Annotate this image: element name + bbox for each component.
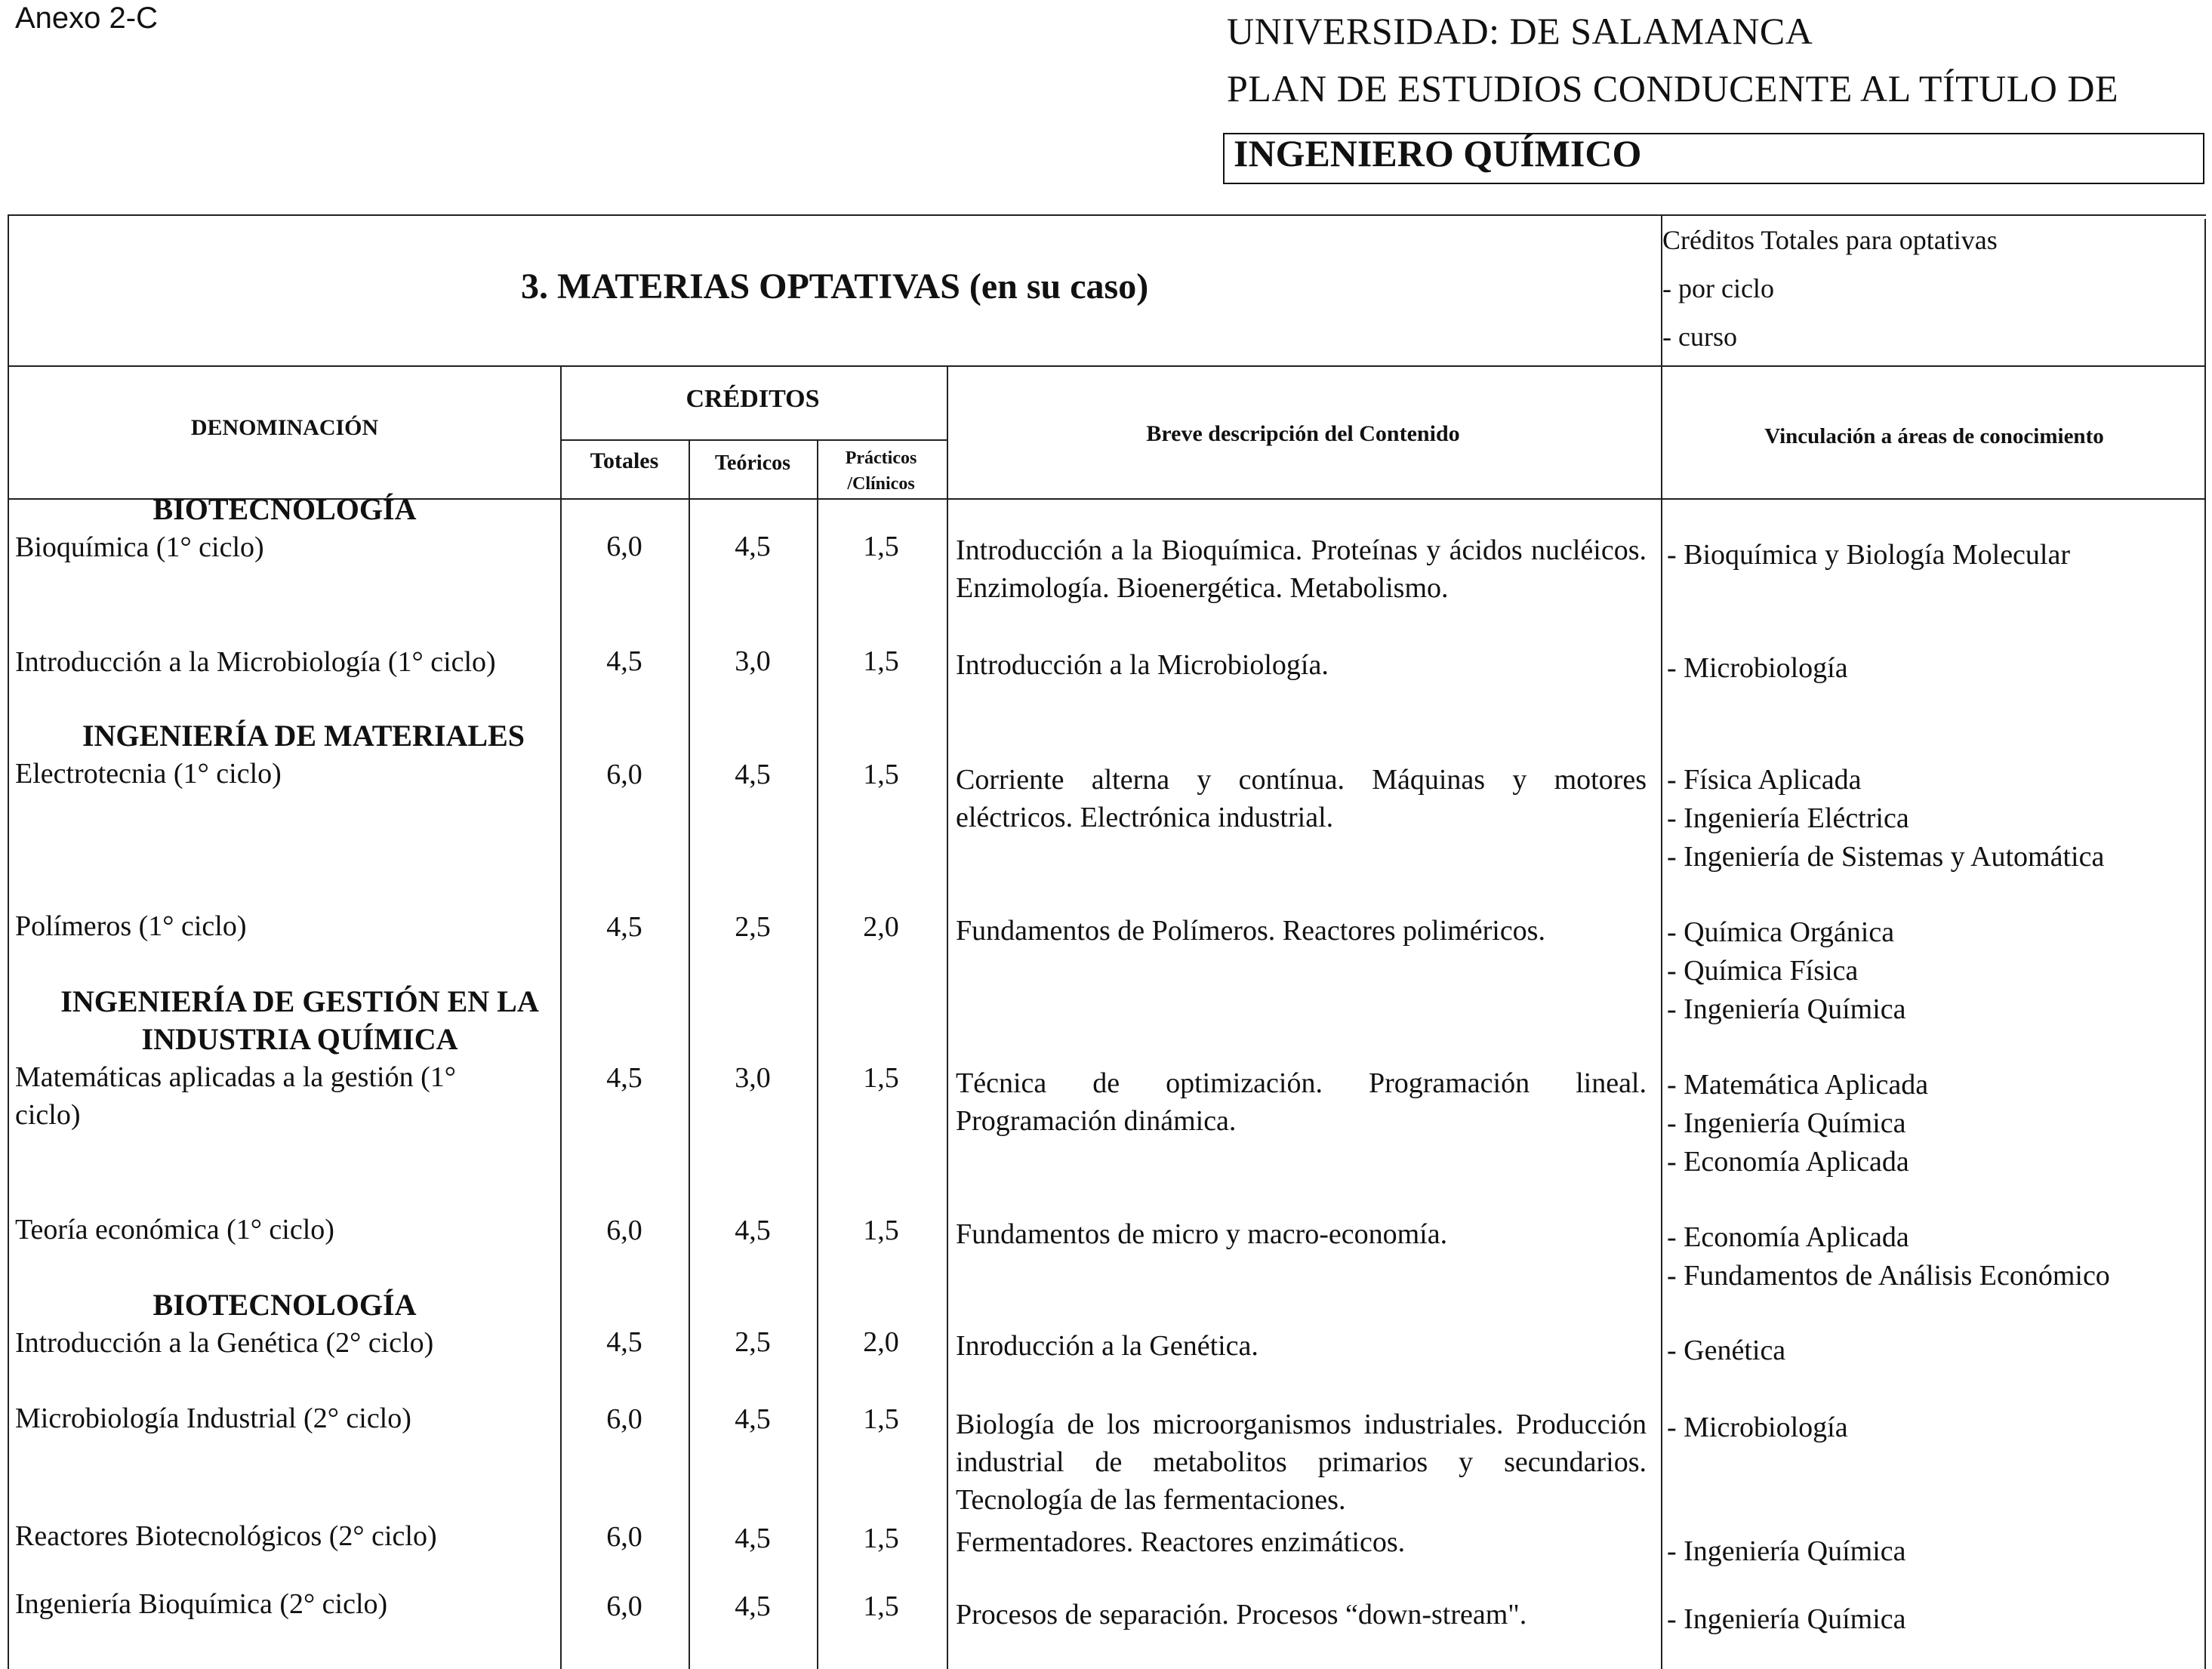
subject-description: Procesos de separación. Procesos “down-stream". bbox=[956, 1599, 1527, 1631]
university-name: UNIVERSIDAD: DE SALAMANCA bbox=[1227, 10, 1813, 52]
knowledge-areas bbox=[1667, 1600, 2204, 1639]
group-heading: BIOTECNOLOGÍA bbox=[152, 1288, 417, 1322]
header-practicos bbox=[817, 445, 945, 497]
subject-name: Polímeros (1° ciclo) bbox=[15, 910, 247, 942]
header-practicos-line2: /Clínicos bbox=[847, 474, 915, 494]
knowledge-areas bbox=[1667, 1066, 2204, 1181]
knowledge-areas bbox=[1667, 761, 2204, 876]
credits-total: 4,5 bbox=[606, 1326, 642, 1358]
subject-description: Introducción a la Microbiología. bbox=[956, 649, 1329, 681]
credits-practice: 2,0 bbox=[863, 1326, 899, 1358]
credits-theory: 2,5 bbox=[735, 911, 771, 943]
credits-total: 6,0 bbox=[606, 1590, 642, 1622]
credits-theory: 4,5 bbox=[735, 1403, 771, 1435]
credits-theory: 4,5 bbox=[735, 1215, 771, 1246]
knowledge-areas bbox=[1667, 1218, 2204, 1295]
group-heading: INDUSTRIA QUÍMICA bbox=[141, 1022, 458, 1056]
credits-theory: 4,5 bbox=[735, 1523, 771, 1554]
subject-name: Introducción a la Microbiología (1° ciclo) bbox=[15, 646, 496, 678]
credits-theory: 4,5 bbox=[735, 759, 771, 790]
subject-name: Teoría económica (1° ciclo) bbox=[15, 1214, 334, 1246]
rule bbox=[560, 439, 947, 441]
credits-total: 6,0 bbox=[606, 1403, 642, 1435]
credits-practice: 2,0 bbox=[863, 911, 899, 943]
subject-description: Biología de los microorganismos industriales. Producción industrial de metabolitos primarios y secundarios. Tecnología de las fermentaciones. bbox=[956, 1409, 1647, 1516]
area-item: - Genética bbox=[1667, 1335, 1786, 1366]
rule bbox=[8, 365, 2206, 367]
rule bbox=[817, 439, 818, 1669]
area-item: - Ingeniería Química bbox=[1667, 1603, 1906, 1635]
subject-name: Ingeniería Bioquímica (2° ciclo) bbox=[15, 1588, 388, 1620]
area-item: - Física Aplicada bbox=[1667, 764, 1862, 796]
knowledge-areas bbox=[1667, 1332, 2204, 1370]
optional-credits-note bbox=[1662, 216, 1998, 361]
credits-total: 6,0 bbox=[606, 1521, 642, 1553]
subject-name: Matemáticas aplicadas a la gestión (1° ciclo) bbox=[15, 1061, 456, 1131]
subject-description: Corriente alterna y contínua. Máquinas y motores eléctricos. Electrónica industrial. bbox=[956, 764, 1647, 833]
header-creditos: CRÉDITOS bbox=[685, 385, 820, 413]
credits-total: 6,0 bbox=[606, 531, 642, 562]
subject-description: Fermentadores. Reactores enzimáticos. bbox=[956, 1526, 1406, 1558]
header-vinculacion: Vinculación a áreas de conocimiento bbox=[1764, 424, 2104, 448]
header-totales: Totales bbox=[590, 448, 659, 473]
subject-name: Electrotecnia (1° ciclo) bbox=[15, 758, 282, 790]
area-item: - Ingeniería Química bbox=[1667, 993, 1906, 1025]
group-heading: INGENIERÍA DE MATERIALES bbox=[82, 719, 525, 753]
credits-practice: 1,5 bbox=[863, 1523, 899, 1554]
group-heading: INGENIERÍA DE GESTIÓN EN LA bbox=[60, 984, 539, 1018]
per-cycle-label: - por ciclo bbox=[1662, 273, 1774, 303]
section-title: 3. MATERIAS OPTATIVAS (en su caso) bbox=[521, 266, 1149, 306]
knowledge-areas bbox=[1667, 913, 2204, 1029]
subject-description: Fundamentos de Polímeros. Reactores poliméricos. bbox=[956, 915, 1545, 947]
credits-theory: 3,0 bbox=[735, 1062, 771, 1094]
area-item: - Economía Aplicada bbox=[1667, 1146, 1909, 1178]
area-item: - Química Física bbox=[1667, 955, 1859, 987]
plan-title: PLAN DE ESTUDIOS CONDUCENTE AL TÍTULO DE bbox=[1227, 67, 2119, 109]
subject-name: Microbiología Industrial (2° ciclo) bbox=[15, 1403, 411, 1434]
header-practicos-line1: Prácticos bbox=[845, 448, 917, 468]
area-item: - Ingeniería de Sistemas y Automática bbox=[1667, 841, 2105, 873]
credits-theory: 4,5 bbox=[735, 531, 771, 562]
credits-total: 4,5 bbox=[606, 1062, 642, 1094]
credits-theory: 4,5 bbox=[735, 1590, 771, 1622]
credits-practice: 1,5 bbox=[863, 1403, 899, 1435]
area-item: - Bioquímica y Biología Molecular bbox=[1667, 539, 2071, 571]
area-item: - Fundamentos de Análisis Económico bbox=[1667, 1260, 2110, 1292]
subject-description: Fundamentos de micro y macro-economía. bbox=[956, 1218, 1448, 1250]
credits-practice: 1,5 bbox=[863, 759, 899, 790]
area-item: - Ingeniería Eléctrica bbox=[1667, 802, 1909, 834]
knowledge-areas bbox=[1667, 1532, 2204, 1571]
per-course-label: - curso bbox=[1662, 322, 1737, 352]
credits-total: 4,5 bbox=[606, 645, 642, 677]
subject-name: Introducción a la Genética (2° ciclo) bbox=[15, 1327, 434, 1359]
credits-theory: 3,0 bbox=[735, 645, 771, 677]
area-item: - Economía Aplicada bbox=[1667, 1221, 1909, 1253]
degree-box bbox=[1223, 133, 2204, 184]
credits-practice: 1,5 bbox=[863, 645, 899, 677]
credits-total: 6,0 bbox=[606, 759, 642, 790]
header-teoricos: Teóricos bbox=[714, 451, 791, 475]
subject-description: Inroducción a la Genética. bbox=[956, 1330, 1258, 1362]
area-item: - Microbiología bbox=[1667, 652, 1848, 684]
annex-label: Anexo 2-C bbox=[15, 2, 158, 35]
header-descripcion: Breve descripción del Contenido bbox=[1146, 421, 1460, 446]
credits-practice: 1,5 bbox=[863, 1590, 899, 1622]
credits-total: 4,5 bbox=[606, 911, 642, 943]
knowledge-areas bbox=[1667, 649, 2204, 688]
area-item: - Matemática Aplicada bbox=[1667, 1069, 1929, 1101]
header-denominacion: DENOMINACIÓN bbox=[190, 415, 379, 440]
subject-description: Técnica de optimización. Programación lineal. Programación dinámica. bbox=[956, 1067, 1647, 1137]
credits-theory: 2,5 bbox=[735, 1326, 771, 1358]
credits-practice: 1,5 bbox=[863, 531, 899, 562]
area-item: - Química Orgánica bbox=[1667, 916, 1895, 948]
area-item: - Ingeniería Química bbox=[1667, 1535, 1906, 1567]
degree-title: INGENIERO QUÍMICO bbox=[1234, 132, 1642, 174]
credits-practice: 1,5 bbox=[863, 1062, 899, 1094]
subject-name: Reactores Biotecnológicos (2° ciclo) bbox=[15, 1520, 437, 1552]
knowledge-areas bbox=[1667, 536, 2204, 574]
rule bbox=[689, 439, 690, 1669]
area-item: - Ingeniería Química bbox=[1667, 1107, 1906, 1139]
credits-practice: 1,5 bbox=[863, 1215, 899, 1246]
subject-name: Bioquímica (1° ciclo) bbox=[15, 531, 264, 563]
subject-description: Introducción a la Bioquímica. Proteínas y ácidos nucléicos. Enzimología. Bioenergética. Metabolismo. bbox=[956, 534, 1647, 604]
group-heading: BIOTECNOLOGÍA bbox=[152, 492, 417, 526]
optional-credits-label: Créditos Totales para optativas bbox=[1662, 225, 1998, 255]
knowledge-areas bbox=[1667, 1409, 2204, 1447]
rule bbox=[947, 365, 948, 1669]
credits-total: 6,0 bbox=[606, 1215, 642, 1246]
area-item: - Microbiología bbox=[1667, 1412, 1848, 1443]
